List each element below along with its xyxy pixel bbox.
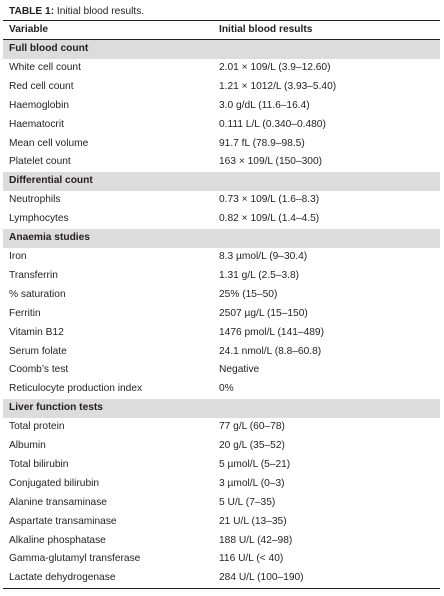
- table-row: [3, 59, 440, 78]
- result-cell: 1476 pmol/L (141–489): [219, 326, 324, 338]
- variable-cell: Total bilirubin: [9, 458, 69, 470]
- result-cell: 91.7 fL (78.9–98.5): [219, 137, 305, 149]
- table-row: [3, 418, 440, 437]
- table-body: [3, 40, 440, 589]
- column-header-variable: Variable: [9, 24, 49, 35]
- variable-cell: Iron: [9, 250, 27, 262]
- variable-cell: Coomb’s test: [9, 364, 69, 376]
- table-caption: [3, 4, 441, 20]
- table-row: [3, 191, 440, 210]
- table-row: [3, 494, 440, 513]
- table-row: [3, 361, 440, 380]
- table-row: [3, 475, 440, 494]
- table-row: [3, 135, 440, 154]
- variable-cell: Mean cell volume: [9, 137, 89, 149]
- table-row: [3, 305, 440, 324]
- result-cell: 3 µmol/L (0–3): [219, 477, 285, 489]
- section-title: Liver function tests: [3, 399, 213, 418]
- result-cell: 0.111 L/L (0.340–0.480): [219, 118, 326, 130]
- variable-cell: Conjugated bilirubin: [9, 477, 100, 489]
- table-row: [3, 343, 440, 362]
- variable-cell: % saturation: [9, 288, 66, 300]
- result-cell: 25% (15–50): [219, 288, 278, 300]
- variable-cell: Albumin: [9, 440, 46, 452]
- variable-cell: Haemoglobin: [9, 99, 70, 111]
- section-header-row: [3, 399, 440, 418]
- section-blank-cell: [213, 229, 440, 248]
- result-cell: 24.1 nmol/L (8.8–60.8): [219, 345, 322, 357]
- variable-cell: Vitamin B12: [9, 326, 64, 338]
- variable-cell: White cell count: [9, 61, 81, 73]
- result-cell: 1.31 g/L (2.5–3.8): [219, 269, 300, 281]
- table-row: [3, 248, 440, 267]
- variable-cell: Haematocrit: [9, 118, 64, 130]
- table-row: [3, 116, 440, 135]
- result-cell: 21 U/L (13–35): [219, 515, 287, 527]
- variable-cell: Serum folate: [9, 345, 67, 357]
- variable-cell: Alkaline phosphatase: [9, 534, 106, 546]
- table-row: [3, 456, 440, 475]
- result-cell: Negative: [219, 364, 260, 376]
- table-row: [3, 97, 440, 116]
- table-caption-text: Initial blood results.: [54, 6, 145, 17]
- result-cell: 8.3 µmol/L (9–30.4): [219, 250, 308, 262]
- section-blank-cell: [213, 40, 440, 59]
- result-cell: 5 µmol/L (5–21): [219, 458, 291, 470]
- variable-cell: Aspartate transaminase: [9, 515, 117, 527]
- result-cell: 188 U/L (42–98): [219, 534, 293, 546]
- variable-cell: Reticulocyte production index: [9, 383, 143, 395]
- table-row: [3, 210, 440, 229]
- table-row: [3, 324, 440, 343]
- section-header-row: [3, 40, 440, 59]
- variable-cell: Total protein: [9, 421, 65, 433]
- result-cell: 1.21 × 1012/L (3.93–5.40): [219, 80, 337, 92]
- result-cell: 3.0 g/dL (11.6–16.4): [219, 99, 310, 111]
- table-row: [3, 78, 440, 97]
- table-row: [3, 380, 440, 399]
- variable-cell: Lactate dehydrogenase: [9, 572, 116, 584]
- variable-cell: Red cell count: [9, 80, 74, 92]
- result-cell: 20 g/L (35–52): [219, 440, 285, 452]
- variable-cell: Gamma-glutamyl transferase: [9, 553, 141, 565]
- table-header-row: [3, 21, 440, 40]
- result-cell: 2.01 × 109/L (3.9–12.60): [219, 61, 331, 73]
- table-row: [3, 513, 440, 532]
- table-row: [3, 267, 440, 286]
- table-caption-label: TABLE 1:: [9, 6, 55, 17]
- section-title: Full blood count: [3, 40, 213, 59]
- section-blank-cell: [213, 399, 440, 418]
- table-row: [3, 153, 440, 172]
- variable-cell: Neutrophils: [9, 194, 61, 206]
- section-blank-cell: [213, 172, 440, 191]
- section-title: Anaemia studies: [3, 229, 213, 248]
- variable-cell: Lymphocytes: [9, 213, 69, 225]
- result-cell: 77 g/L (60–78): [219, 421, 285, 433]
- table-row: [3, 569, 440, 588]
- result-cell: 0%: [219, 383, 234, 395]
- result-cell: 0.73 × 109/L (1.6–8.3): [219, 194, 320, 206]
- result-cell: 163 × 109/L (150–300): [219, 156, 322, 168]
- blood-results-table: [3, 20, 440, 589]
- result-cell: 2507 µg/L (15–150): [219, 307, 308, 319]
- result-cell: 0.82 × 109/L (1.4–4.5): [219, 213, 320, 225]
- result-cell: 5 U/L (7–35): [219, 496, 276, 508]
- result-cell: 116 U/L (< 40): [219, 553, 284, 565]
- variable-cell: Alanine transaminase: [9, 496, 107, 508]
- section-title: Differential count: [3, 172, 213, 191]
- variable-cell: Transferrin: [9, 269, 58, 281]
- table-row: [3, 437, 440, 456]
- section-header-row: [3, 229, 440, 248]
- section-header-row: [3, 172, 440, 191]
- column-header-results: Initial blood results: [219, 24, 313, 35]
- result-cell: 284 U/L (100–190): [219, 572, 304, 584]
- table-row: [3, 532, 440, 551]
- variable-cell: Platelet count: [9, 156, 71, 168]
- variable-cell: Ferritin: [9, 307, 41, 319]
- table-row: [3, 286, 440, 305]
- table-row: [3, 550, 440, 569]
